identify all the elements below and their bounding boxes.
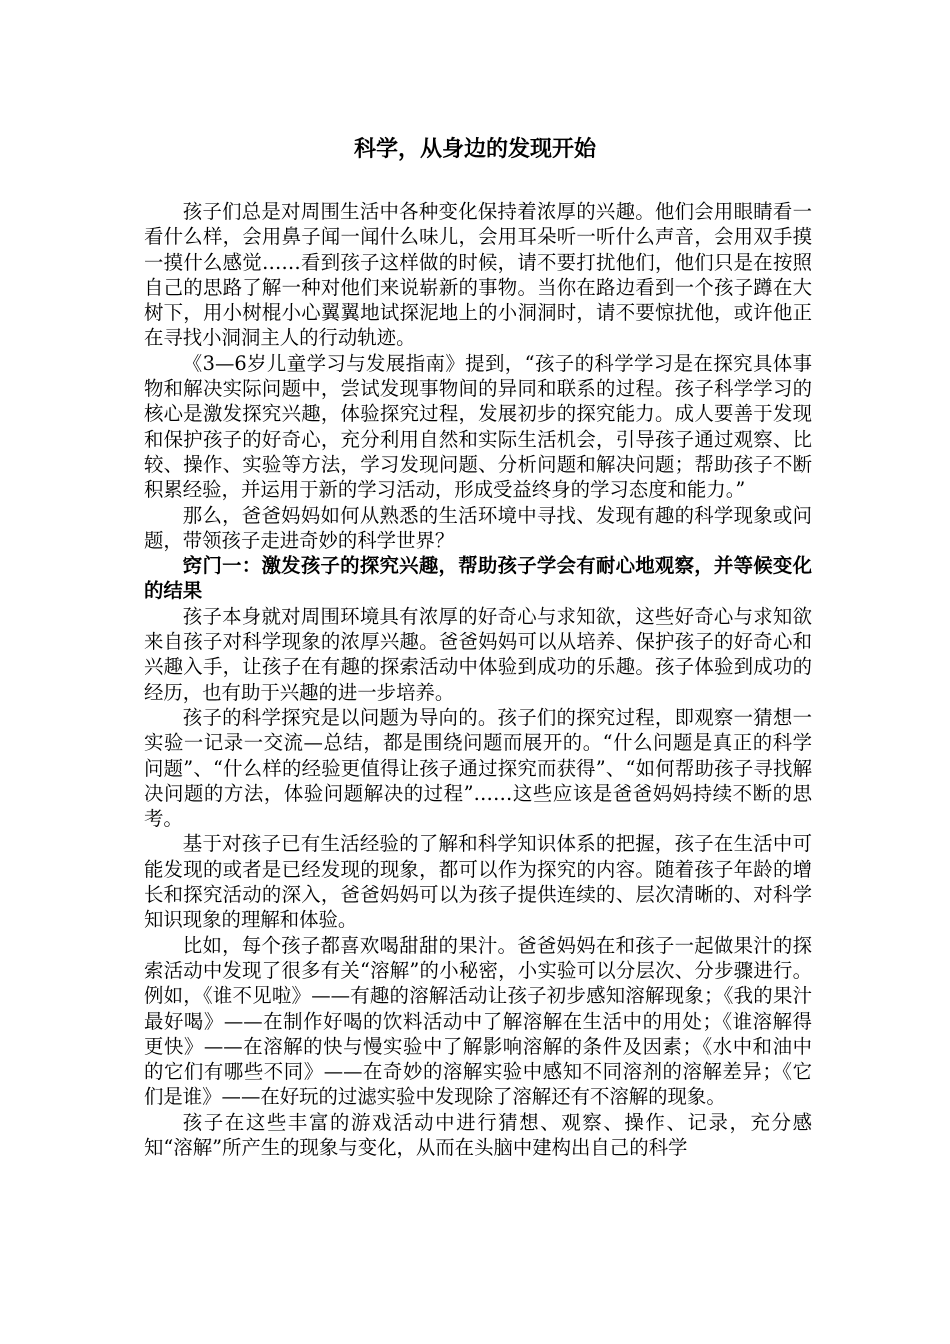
paragraph: 那么，爸爸妈妈如何从熟悉的生活环境中寻找、发现有趣的科学现象或问题，带领孩子走进奇妙的科学世界？ bbox=[144, 503, 812, 552]
article-body bbox=[144, 199, 812, 1160]
section-heading: 窍门一：激发孩子的探究兴趣，帮助孩子学会有耐心地观察，并等候变化的结果 bbox=[144, 554, 812, 603]
paragraph: 比如，每个孩子都喜欢喝甜甜的果汁。爸爸妈妈在和孩子一起做果汁的探索活动中发现了很多有关“溶解”的小秘密，小实验可以分层次、分步骤进行。例如，《谁不见啦》——有趣的溶解活动让孩子初步感知溶解现象；《我的果汁最好喝》——在制作好喝的饮料活动中了解溶解在生活中的用处；《谁溶解得更快》——在溶解的快与慢实验中了解影响溶解的条件及因素；《水中和油中的它们有哪些不同》——在奇妙的溶解实验中感知不同溶剂的溶解差异；《它们是谁》——在好玩的过滤实验中发现除了溶解还有不溶解的现象。 bbox=[144, 933, 812, 1109]
paragraph: 孩子的科学探究是以问题为导向的。孩子们的探究过程，即观察一猜想一实验一记录一交流—总结，都是围绕问题而展开的。“什么问题是真正的科学问题”、“什么样的经验更值得让孩子通过探究而获得”、“如何帮助孩子寻找解决问题的方法，体验问题解决的过程”……这些应该是爸爸妈妈持续不断的思考。 bbox=[144, 705, 812, 831]
paragraph: 孩子们总是对周围生活中各种变化保持着浓厚的兴趣。他们会用眼睛看一看什么样，会用鼻子闻一闻什么味儿，会用耳朵听一听什么声音，会用双手摸一摸什么感觉……看到孩子这样做的时候，请不要打扰他们，他们只是在按照自己的思路了解一种对他们来说崭新的事物。当你在路边看到一个孩子蹲在大树下，用小树棍小心翼翼地试探泥地上的小洞洞时，请不要惊扰他，或许他正在寻找小洞洞主人的行动轨迹。 bbox=[144, 200, 812, 350]
paragraph: 孩子在这些丰富的游戏活动中进行猜想、观察、操作、记录，充分感知“溶解”所产生的现象与变化，从而在头脑中建构出自己的科学 bbox=[144, 1110, 812, 1159]
paragraph: 基于对孩子已有生活经验的了解和科学知识体系的把握，孩子在生活中可能发现的或者是已经发现的现象，都可以作为探究的内容。随着孩子年龄的增长和探究活动的深入，爸爸妈妈可以为孩子提供连续的、层次清晰的、对科学知识现象的理解和体验。 bbox=[144, 832, 812, 932]
paragraph: 孩子本身就对周围环境具有浓厚的好奇心与求知欲，这些好奇心与求知欲来自孩子对科学现象的浓厚兴趣。爸爸妈妈可以从培养、保护孩子的好奇心和兴趣入手，让孩子在有趣的探索活动中体验到成功的乐趣。孩子体验到成功的经历，也有助于兴趣的进一步培养。 bbox=[144, 604, 812, 704]
page-title: 科学，从身边的发现开始 bbox=[353, 136, 596, 162]
paragraph: 《3—6岁儿童学习与发展指南》提到，“孩子的科学学习是在探究具体事物和解决实际问题中，尝试发现事物间的异同和联系的过程。孩子科学学习的核心是激发探究兴趣，体验探究过程，发展初步的探究能力。成人要善于发现和保护孩子的好奇心，充分利用自然和实际生活机会，引导孩子通过观察、比较、操作、实验等方法，学习发现问题、分析问题和解决问题；帮助孩子不断积累经验，并运用于新的学习活动，形成受益终身的学习态度和能力。” bbox=[144, 351, 812, 502]
